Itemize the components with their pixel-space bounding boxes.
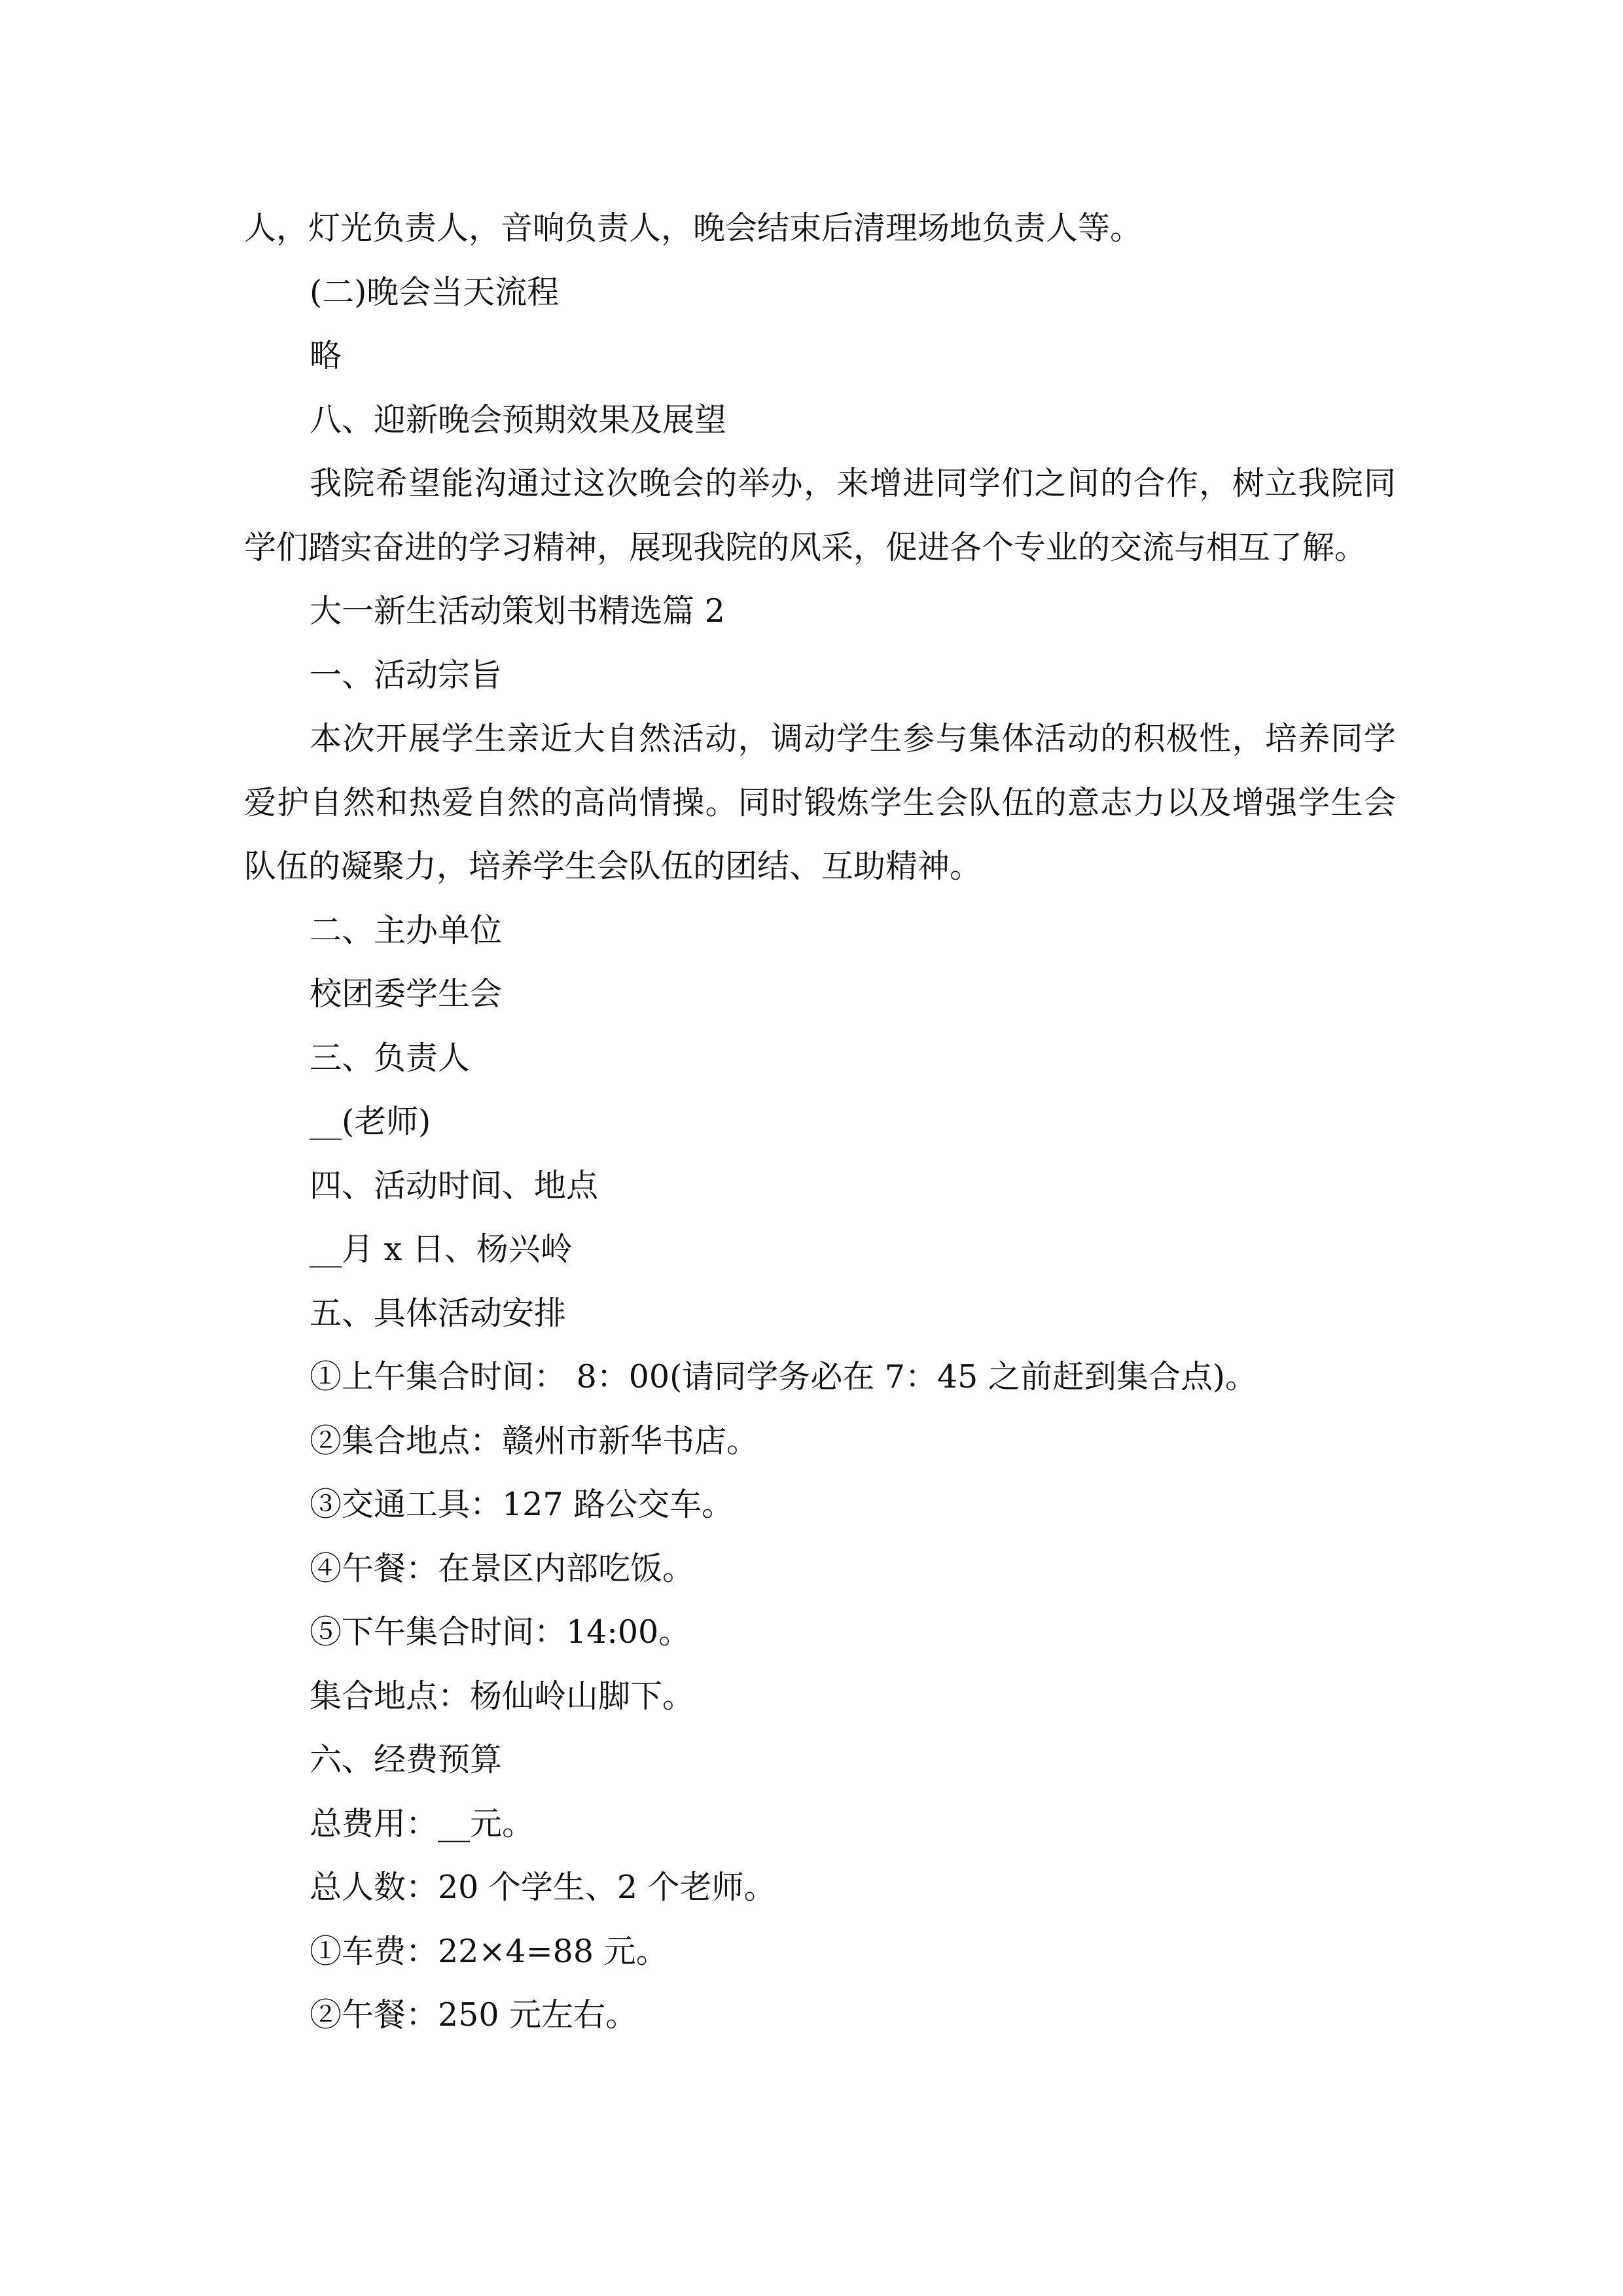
paragraph-line: 校团委学生会 — [310, 975, 503, 1013]
paragraph-line: __月 x 日、杨兴岭 — [310, 1230, 573, 1268]
section-heading: 五、具体活动安排 — [310, 1294, 567, 1332]
document-section-title: 大一新生活动策划书精选篇 2 — [310, 592, 725, 630]
paragraph-line: 总费用：__元。 — [310, 1804, 535, 1842]
list-item: ②集合地点：赣州市新华书店。 — [310, 1422, 759, 1460]
paragraph-line: 我院希望能沟通过这次晚会的举办，来增进同学们之间的合作，树立我院同 — [310, 465, 1396, 502]
section-heading: 六、经费预算 — [310, 1741, 503, 1778]
paragraph-line: 人，灯光负责人，音响负责人，晚会结束后清理场地负责人等。 — [244, 209, 1143, 247]
section-heading: 八、迎新晚会预期效果及展望 — [310, 401, 727, 439]
list-item: ①车费：22×4=88 元。 — [310, 1932, 668, 1970]
section-heading: 三、负责人 — [310, 1039, 471, 1077]
paragraph-line: 总人数：20 个学生、2 个老师。 — [310, 1869, 776, 1906]
document-body — [244, 196, 1396, 2047]
paragraph-line: 队伍的凝聚力，培养学生会队伍的团结、互助精神。 — [244, 848, 982, 885]
paragraph-line: 略 — [310, 337, 342, 374]
list-item: ②午餐：250 元左右。 — [310, 1996, 638, 2034]
list-item: ③交通工具：127 路公交车。 — [310, 1486, 734, 1523]
paragraph-line: 本次开展学生亲近大自然活动，调动学生参与集体活动的积极性，培养同学 — [310, 720, 1396, 757]
paragraph-line: 集合地点：杨仙岭山脚下。 — [310, 1677, 695, 1715]
paragraph-line: __(老师) — [310, 1103, 431, 1140]
section-heading: 一、活动宗旨 — [310, 656, 503, 694]
section-heading: 二、主办单位 — [310, 911, 503, 949]
list-item: ⑤下午集合时间：14:00。 — [310, 1613, 691, 1651]
list-item: ①上午集合时间： 8：00(请同学务必在 7：45 之前赶到集合点)。 — [310, 1358, 1258, 1395]
section-heading: 四、活动时间、地点 — [310, 1166, 599, 1204]
paragraph-line: 学们踏实奋进的学习精神，展现我院的风采，促进各个专业的交流与相互了解。 — [244, 528, 1367, 566]
paragraph-line: 爱护自然和热爱自然的高尚情操。同时锻炼学生会队伍的意志力以及增强学生会 — [244, 783, 1396, 821]
section-heading: (二)晚会当天流程 — [310, 273, 560, 311]
list-item: ④午餐：在景区内部吃饭。 — [310, 1549, 695, 1587]
